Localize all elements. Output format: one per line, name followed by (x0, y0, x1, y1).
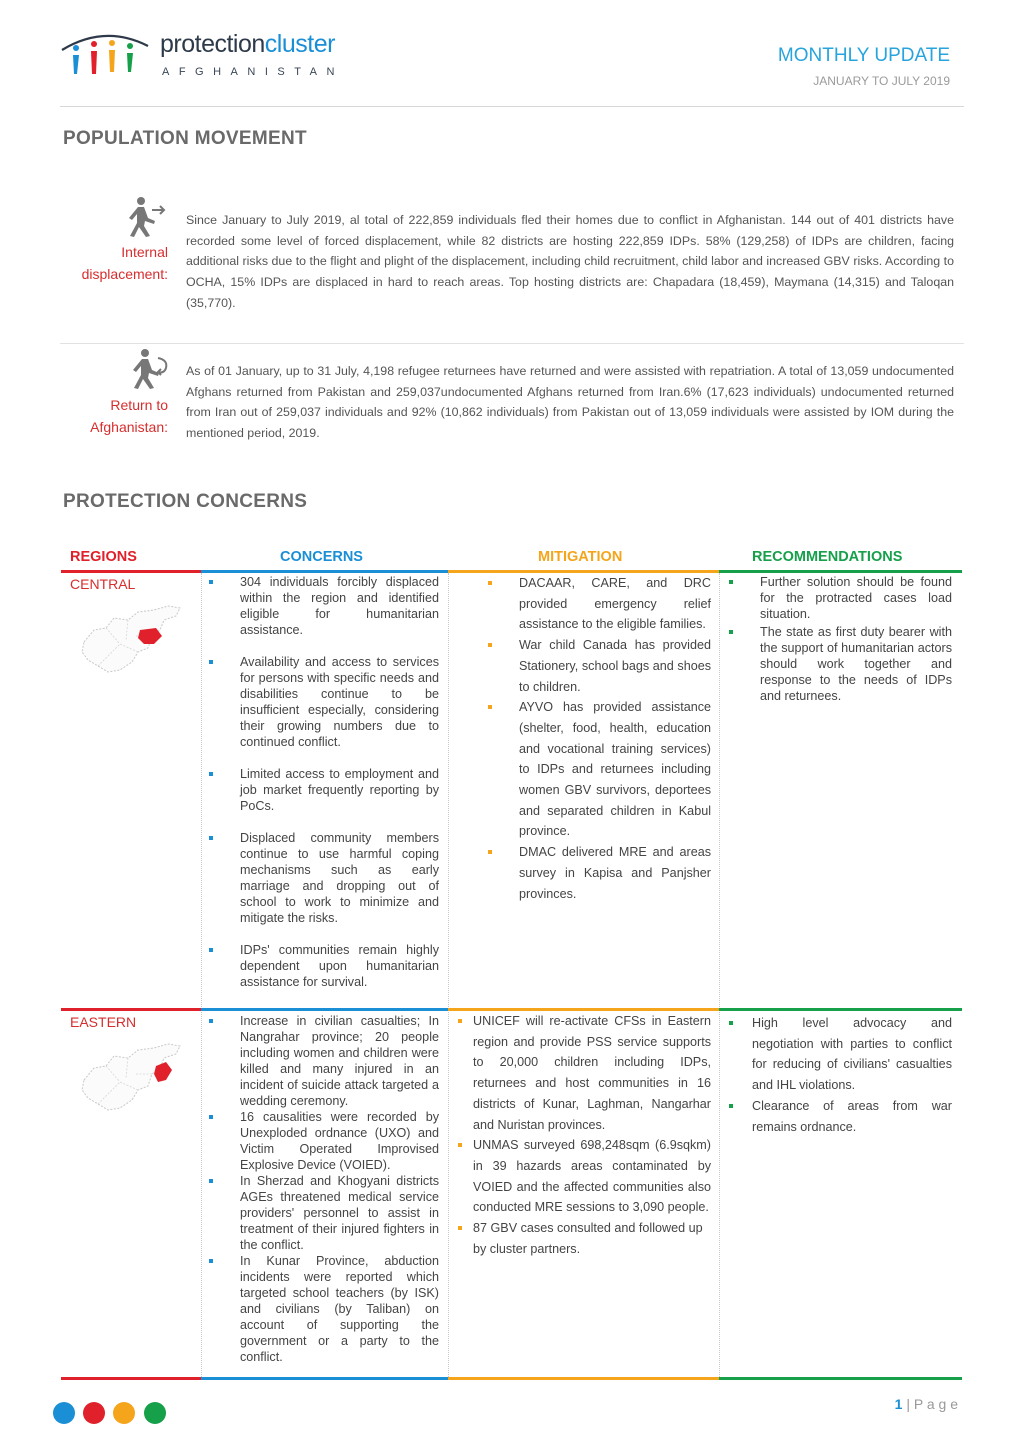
central-recommendations (727, 574, 952, 704)
internal-displacement-label: Internal displacement: (81, 244, 168, 282)
col-regions-header: REGIONS (70, 549, 137, 565)
footer-dot-orange (113, 1402, 135, 1424)
bar-concerns (201, 1008, 448, 1011)
bar-mitigation (448, 1377, 719, 1380)
bar-recommendations (719, 570, 962, 573)
list-item: 304 individuals forcibly displaced within the region and identified eligible for humanitarian assistance. (207, 574, 439, 638)
report-period: JANUARY TO JULY 2019 (813, 74, 950, 88)
page-number (895, 1396, 958, 1412)
list-item: Increase in civilian casualties; In Nangrahar province; 20 people including women and children were killed and many injured in an incident of suicide attack targeted a wedding ceremony. (207, 1013, 439, 1109)
list-item: 16 causalities were recorded by Unexploded ordnance (UXO) and Victim Operated Improvised Explosive Device (VOIED). (207, 1109, 439, 1173)
return-label: Return to Afghanistan: (90, 397, 168, 435)
col-mitigation-header: MITIGATION (538, 549, 623, 565)
region-central: CENTRAL (70, 576, 136, 592)
eastern-concerns (207, 1013, 439, 1365)
list-item: Availability and access to services for persons with specific needs and disabilities continue to be insufficient especially, considering their growing numbers due to continued conflict. (207, 654, 439, 750)
internal-displacement-text: Since January to July 2019, al total of 222,859 individuals fled their homes due to conflict in Afghanistan. 144 out of 401 districts have recorded some level of forced displacement, while 82 districts are hosting 222,859 IDPs. 58% (129,258) of IDPs are children, facing additional risks due to the flight and plight of the displacement, including child recruitment, child labor and increased GBV risks. According to OCHA, 15% IDPs are displaced in hard to reach areas. Top hosting districts are: Chapadara (18,459), Maymana (14,315) and Taloqan (35,770). (186, 213, 954, 310)
bar-regions (61, 1377, 201, 1380)
central-concerns (207, 574, 439, 990)
col-separator (201, 573, 202, 1379)
list-item: In Sherzad and Khogyani districts AGEs threatened medical service providers' personnel to assist in treatment of their injured fighters in the conflict. (207, 1173, 439, 1253)
list-item: 87 GBV cases consulted and followed up by cluster partners. (452, 1218, 711, 1259)
list-item: IDPs' communities remain highly dependent upon humanitarian assistance for survival. (207, 942, 439, 990)
eastern-recommendations (727, 1013, 952, 1137)
eastern-region-map (76, 1038, 186, 1118)
list-item: Displaced community members continue to use harmful coping mechanisms such as early marriage and dropping out of school to work to minimize and mitigate the risks. (207, 830, 439, 926)
list-item: Limited access to employment and job market frequently reporting by PoCs. (207, 766, 439, 814)
protection-cluster-logo (60, 28, 160, 88)
list-item: UNMAS surveyed 698,248sqm (6.9sqkm) in 39 hazards areas contaminated by VOIED and the affected communities also conducted MRE sessions to 3,090 people. (452, 1135, 711, 1218)
list-item: Further solution should be found for the protracted cases load situation. (727, 574, 952, 622)
logo-country: AFGHANISTAN (162, 66, 344, 78)
page-number-value: 1 (894, 1396, 903, 1412)
footer-dot-green (144, 1402, 166, 1424)
list-item: The state as first duty bearer with the support of humanitarian actors should work together and response to the needs of IDPs and returnees. (727, 624, 952, 704)
list-item: High level advocacy and negotiation with parties to conflict for reducing of civilians' casualties and IHL violations. (727, 1013, 952, 1096)
walking-person-icon (124, 196, 166, 238)
central-region-map (76, 600, 186, 680)
bar-concerns (201, 570, 448, 573)
bar-regions (61, 1008, 201, 1011)
region-eastern: EASTERN (70, 1014, 137, 1030)
population-divider (60, 343, 964, 344)
return-text: As of 01 January, up to 31 July, 4,198 refugee returnees have returned and were assisted with repatriation. A total of 13,059 undocumented Afghans returned from Pakistan and 259,037undocumented Afghans returned from Iran.6% (17,623 individuals) undocumented returned from Iran out of 259,037 individuals and 92% (10,862 individuals) from Pakistan out of 13,059 individuals were assisted by IOM during the mentioned period, 2019. (186, 364, 954, 441)
col-separator (719, 573, 720, 1379)
population-heading: POPULATION MOVEMENT (63, 128, 307, 149)
bar-recommendations (719, 1008, 962, 1011)
logo-word-cluster: cluster (264, 30, 335, 58)
logo-word-protection: protection (160, 30, 265, 58)
bar-concerns (201, 1377, 448, 1380)
list-item: Clearance of areas from war remains ordnance. (727, 1096, 952, 1137)
list-item: DMAC delivered MRE and areas survey in Kapisa and Panjsher provinces. (486, 842, 711, 904)
bar-recommendations (719, 1377, 962, 1380)
list-item: DACAAR, CARE, and DRC provided emergency relief assistance to the eligible families. (486, 573, 711, 635)
header-divider (60, 106, 964, 107)
bar-regions (61, 570, 201, 573)
footer-dot-blue (53, 1402, 75, 1424)
col-concerns-header: CONCERNS (280, 549, 363, 565)
protection-heading: PROTECTION CONCERNS (63, 491, 308, 512)
col-recommendations-header: RECOMMENDATIONS (752, 549, 903, 565)
central-mitigation (486, 573, 711, 904)
list-item: UNICEF will re-activate CFSs in Eastern region and provide PSS service supports to 20,000 children including IDPs, returnees and host communities in 16 districts of Kunar, Laghman, Nangarhar and Nuristan provinces. (452, 1011, 711, 1135)
returning-person-icon (128, 348, 170, 390)
page-label: | P a g e (906, 1396, 958, 1412)
col-separator (448, 573, 449, 1379)
logo-wordmark (160, 30, 335, 59)
list-item: AYVO has provided assistance (shelter, food, health, education and vocational training services) to IDPs and returnees including women GBV survivors, deportees and separated children in Kabul province. (486, 697, 711, 842)
report-title: MONTHLY UPDATE (777, 45, 950, 66)
footer-dot-red (83, 1402, 105, 1424)
list-item: War child Canada has provided Stationery, school bags and shoes to children. (486, 635, 711, 697)
eastern-mitigation (452, 1011, 711, 1259)
list-item: In Kunar Province, abduction incidents were reported which targeted school teachers (by ISK) and civilians (by Taliban) on account of supporting the government or a party to the conflict. (207, 1253, 439, 1365)
